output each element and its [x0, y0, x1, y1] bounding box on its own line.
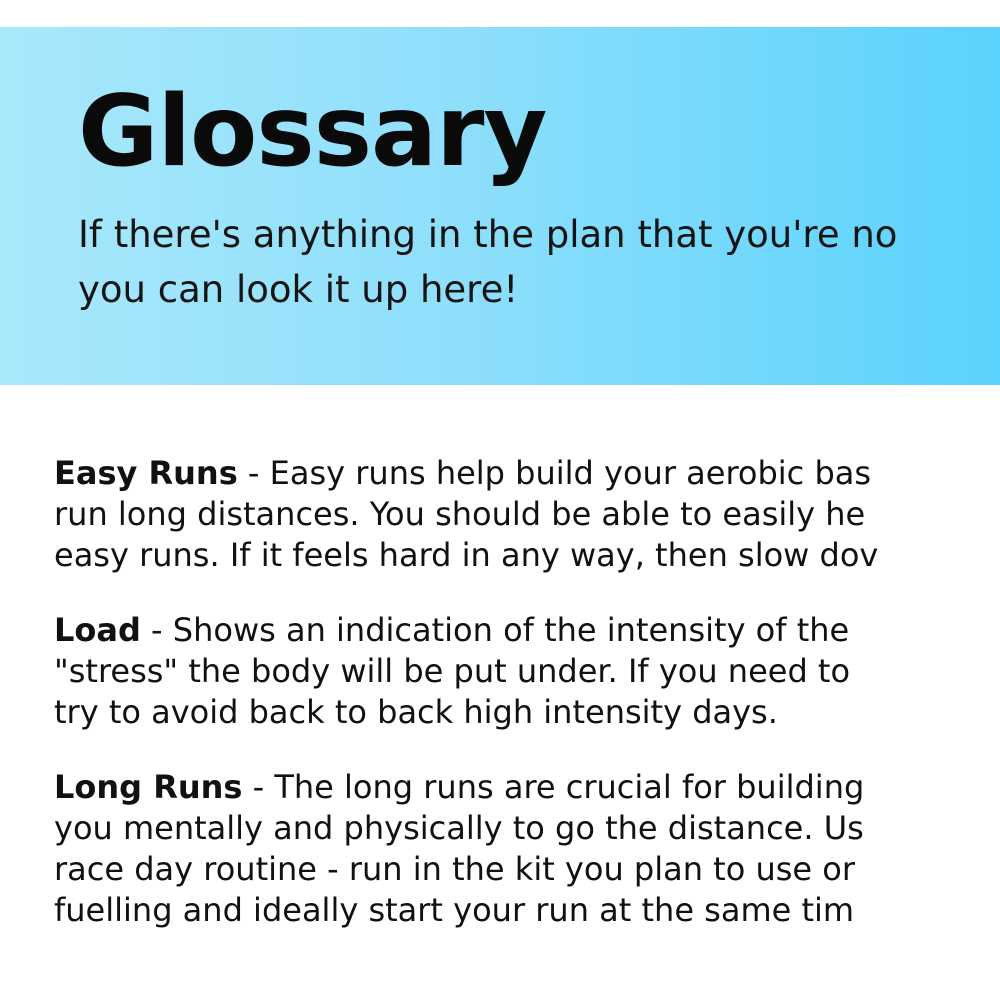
entry-definition-start: - Shows an indication of the intensity of the [140, 611, 850, 649]
glossary-entry-load [54, 610, 1000, 733]
page-title: Glossary [78, 75, 547, 189]
entry-first-line [54, 610, 1000, 651]
entry-definition-start: - Easy runs help build your aerobic bas [237, 454, 872, 492]
entry-definition-line: "stress" the body will be put under. If you need to [54, 652, 851, 690]
glossary-entry-long-runs [54, 767, 1000, 931]
entry-definition-line: you mentally and physically to go the distance. Us [54, 809, 864, 847]
glossary-entries [54, 453, 1000, 965]
entry-definition-line: race day routine - run in the kit you plan to use or [54, 850, 855, 888]
entry-first-line [54, 767, 1000, 808]
entry-definition-line: try to avoid back to back high intensity days. [54, 693, 778, 731]
entry-definition-line: easy runs. If it feels hard in any way, then slow dov [54, 536, 879, 574]
subtitle-line-1: If there's anything in the plan that you're no [78, 213, 898, 256]
entry-definition-line: run long distances. You should be able to easily he [54, 495, 866, 533]
glossary-entry-easy-runs [54, 453, 1000, 576]
subtitle-line-2: you can look it up here! [78, 268, 519, 311]
entry-definition-start: - The long runs are crucial for building [242, 768, 865, 806]
entry-term: Load [54, 611, 141, 649]
glossary-header-banner [0, 27, 1000, 385]
entry-definition-line: fuelling and ideally start your run at the same tim [54, 891, 855, 929]
entry-term: Easy Runs [54, 454, 238, 492]
entry-first-line [54, 453, 1000, 494]
entry-term: Long Runs [54, 768, 243, 806]
page-subtitle [78, 207, 897, 317]
